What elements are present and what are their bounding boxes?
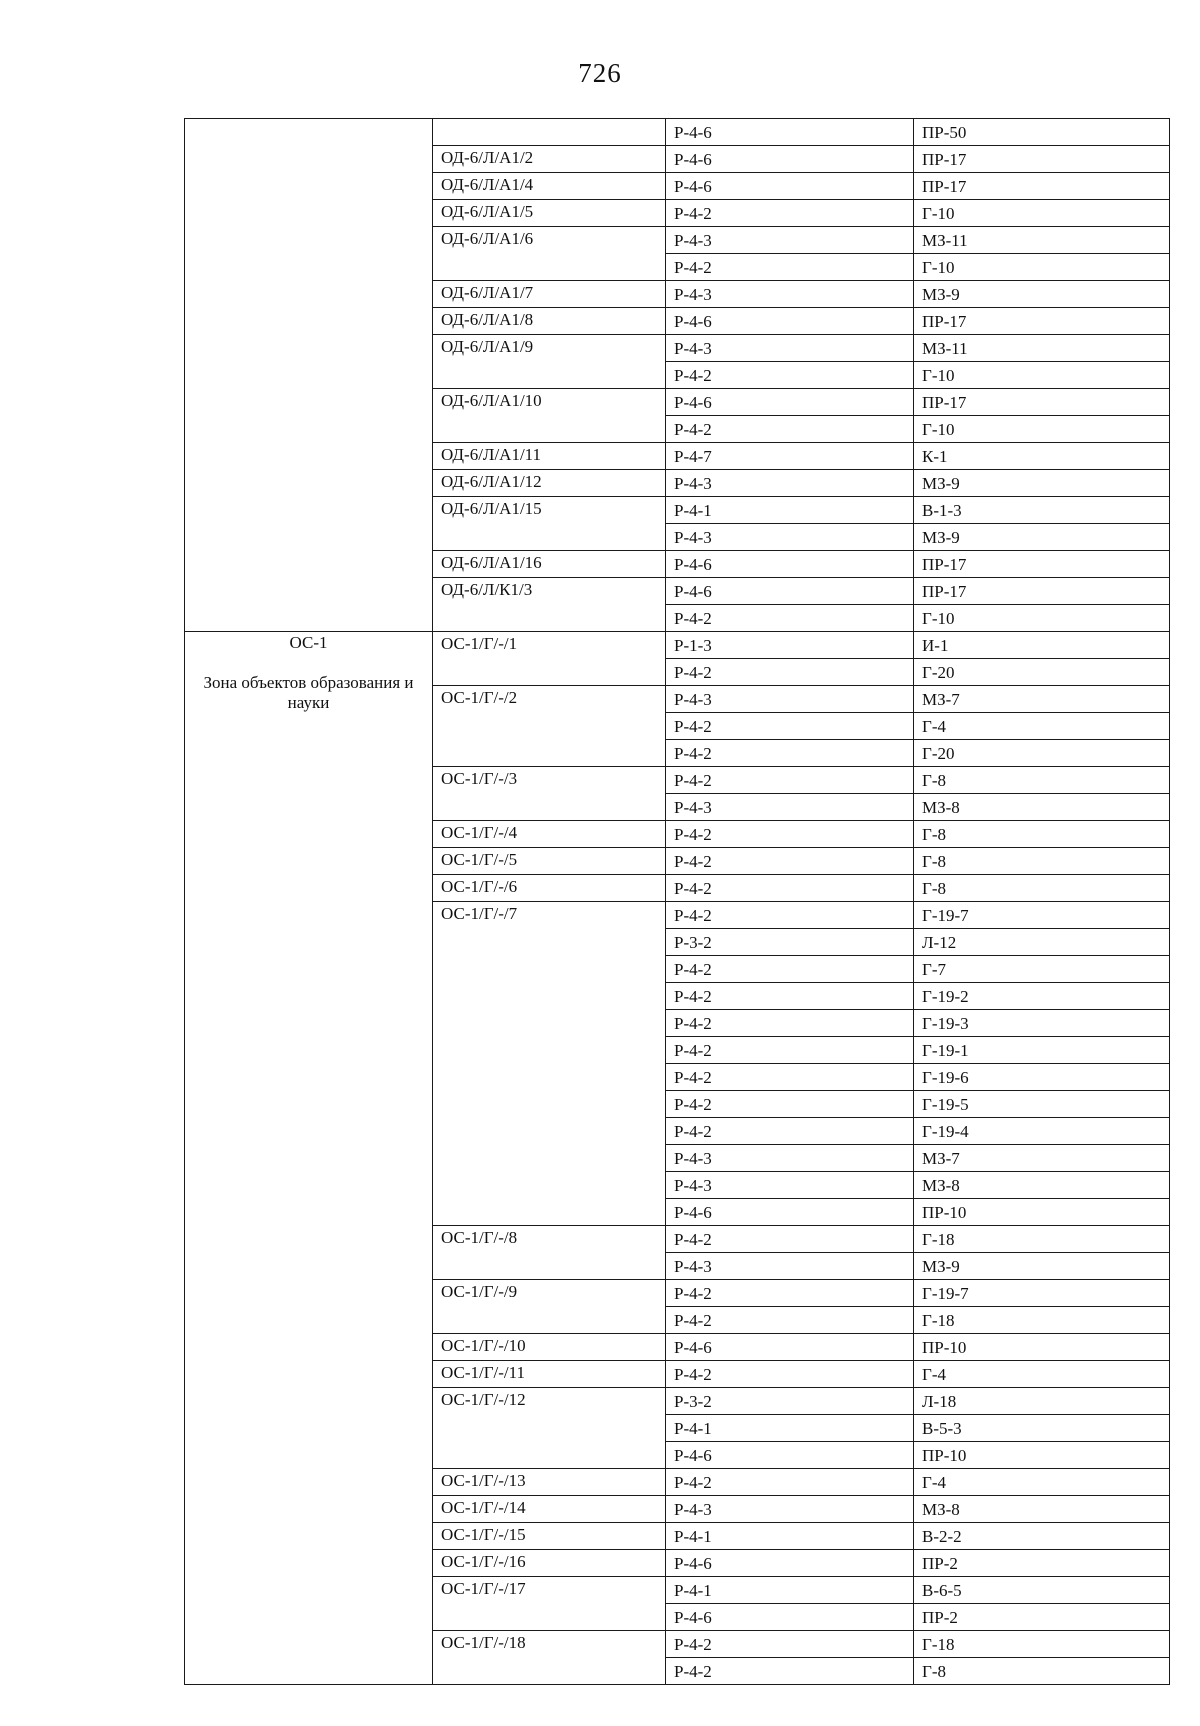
category-code: В-6-5 [914, 1577, 1170, 1604]
category-code: МЗ-9 [914, 1253, 1170, 1280]
subzone-code: ОС-1/Г/-/6 [433, 875, 666, 902]
subzone-code: ОД-6/Л/А1/7 [433, 281, 666, 308]
category-code: ПР-17 [914, 308, 1170, 335]
subzone-code [433, 119, 666, 146]
subzone-code: ОД-6/Л/А1/10 [433, 389, 666, 443]
regulation-code: Р-4-2 [666, 821, 914, 848]
category-code: ПР-2 [914, 1604, 1170, 1631]
regulation-code: Р-4-3 [666, 1172, 914, 1199]
category-code: Г-19-1 [914, 1037, 1170, 1064]
subzone-code: ОД-6/Л/А1/5 [433, 200, 666, 227]
regulation-code: Р-4-2 [666, 956, 914, 983]
regulation-code: Р-4-1 [666, 497, 914, 524]
category-code: МЗ-9 [914, 470, 1170, 497]
regulation-code: Р-4-6 [666, 173, 914, 200]
regulation-code: Р-4-6 [666, 1334, 914, 1361]
category-code: Г-7 [914, 956, 1170, 983]
regulation-code: Р-4-2 [666, 254, 914, 281]
subzone-code: ОС-1/Г/-/7 [433, 902, 666, 1226]
regulation-code: Р-4-6 [666, 1199, 914, 1226]
table-row [185, 119, 1170, 146]
regulation-code: Р-4-2 [666, 1037, 914, 1064]
regulation-code: Р-4-3 [666, 470, 914, 497]
regulation-code: Р-4-2 [666, 362, 914, 389]
subzone-code: ОС-1/Г/-/8 [433, 1226, 666, 1280]
subzone-code: ОС-1/Г/-/9 [433, 1280, 666, 1334]
subzone-code: ОД-6/Л/А1/2 [433, 146, 666, 173]
subzone-code: ОС-1/Г/-/17 [433, 1577, 666, 1631]
category-code: МЗ-8 [914, 1172, 1170, 1199]
category-code: Г-8 [914, 848, 1170, 875]
regulation-code: Р-4-3 [666, 281, 914, 308]
subzone-code: ОД-6/Л/А1/4 [433, 173, 666, 200]
regulation-code: Р-4-2 [666, 1631, 914, 1658]
category-code: В-2-2 [914, 1523, 1170, 1550]
subzone-code: ОС-1/Г/-/14 [433, 1496, 666, 1523]
regulation-code: Р-4-1 [666, 1523, 914, 1550]
subzone-code: ОД-6/Л/А1/16 [433, 551, 666, 578]
page-number: 726 [578, 58, 622, 88]
regulation-code: Р-4-6 [666, 578, 914, 605]
subzone-code: ОС-1/Г/-/16 [433, 1550, 666, 1577]
regulation-code: Р-3-2 [666, 929, 914, 956]
subzone-code: ОС-1/Г/-/12 [433, 1388, 666, 1469]
category-code: ПР-50 [914, 119, 1170, 146]
category-code: Г-8 [914, 767, 1170, 794]
category-code: Г-8 [914, 1658, 1170, 1685]
zone-cell [185, 632, 433, 1685]
regulation-code: Р-4-3 [666, 1253, 914, 1280]
category-code: Г-10 [914, 200, 1170, 227]
regulation-code: Р-4-2 [666, 1064, 914, 1091]
zoning-table-body [185, 119, 1170, 1685]
subzone-code: ОД-6/Л/А1/6 [433, 227, 666, 281]
category-code: Г-19-7 [914, 902, 1170, 929]
category-code: В-1-3 [914, 497, 1170, 524]
regulation-code: Р-4-1 [666, 1577, 914, 1604]
category-code: ПР-17 [914, 551, 1170, 578]
regulation-code: Р-4-2 [666, 767, 914, 794]
subzone-code: ОД-6/Л/А1/15 [433, 497, 666, 551]
category-code: Г-4 [914, 713, 1170, 740]
subzone-code: ОС-1/Г/-/18 [433, 1631, 666, 1685]
category-code: ПР-10 [914, 1199, 1170, 1226]
regulation-code: Р-4-2 [666, 416, 914, 443]
zoning-table-container [184, 118, 1169, 1685]
category-code: ПР-17 [914, 173, 1170, 200]
regulation-code: Р-4-2 [666, 1091, 914, 1118]
regulation-code: Р-4-2 [666, 740, 914, 767]
regulation-code: Р-4-2 [666, 1118, 914, 1145]
category-code: Г-10 [914, 254, 1170, 281]
category-code: ПР-10 [914, 1442, 1170, 1469]
zoning-table [184, 118, 1170, 1685]
category-code: Г-19-4 [914, 1118, 1170, 1145]
regulation-code: Р-4-2 [666, 1280, 914, 1307]
category-code: МЗ-8 [914, 794, 1170, 821]
zone-cell [185, 119, 433, 632]
subzone-code: ОД-6/Л/А1/11 [433, 443, 666, 470]
category-code: МЗ-7 [914, 1145, 1170, 1172]
category-code: Г-18 [914, 1631, 1170, 1658]
regulation-code: Р-4-3 [666, 335, 914, 362]
category-code: ПР-10 [914, 1334, 1170, 1361]
subzone-code: ОС-1/Г/-/11 [433, 1361, 666, 1388]
regulation-code: Р-4-6 [666, 389, 914, 416]
category-code: Г-19-6 [914, 1064, 1170, 1091]
subzone-code: ОД-6/Л/А1/12 [433, 470, 666, 497]
category-code: ПР-17 [914, 389, 1170, 416]
regulation-code: Р-4-2 [666, 983, 914, 1010]
subzone-code: ОС-1/Г/-/15 [433, 1523, 666, 1550]
regulation-code: Р-3-2 [666, 1388, 914, 1415]
regulation-code: Р-4-3 [666, 227, 914, 254]
category-code: Л-12 [914, 929, 1170, 956]
category-code: ПР-17 [914, 146, 1170, 173]
subzone-code: ОД-6/Л/К1/3 [433, 578, 666, 632]
category-code: МЗ-8 [914, 1496, 1170, 1523]
regulation-code: Р-4-6 [666, 146, 914, 173]
regulation-code: Р-4-3 [666, 1145, 914, 1172]
subzone-code: ОС-1/Г/-/3 [433, 767, 666, 821]
regulation-code: Р-4-2 [666, 1307, 914, 1334]
category-code: ПР-17 [914, 578, 1170, 605]
category-code: Г-18 [914, 1226, 1170, 1253]
category-code: МЗ-11 [914, 335, 1170, 362]
regulation-code: Р-4-2 [666, 902, 914, 929]
regulation-code: Р-4-2 [666, 875, 914, 902]
regulation-code: Р-4-6 [666, 1604, 914, 1631]
subzone-code: ОС-1/Г/-/2 [433, 686, 666, 767]
regulation-code: Р-4-3 [666, 794, 914, 821]
category-code: Г-4 [914, 1361, 1170, 1388]
category-code: Г-8 [914, 821, 1170, 848]
category-code: Г-19-5 [914, 1091, 1170, 1118]
category-code: Г-19-2 [914, 983, 1170, 1010]
category-code: Г-20 [914, 659, 1170, 686]
regulation-code: Р-4-6 [666, 1550, 914, 1577]
regulation-code: Р-4-2 [666, 659, 914, 686]
regulation-code: Р-4-2 [666, 1469, 914, 1496]
regulation-code: Р-4-2 [666, 1010, 914, 1037]
subzone-code: ОС-1/Г/-/4 [433, 821, 666, 848]
regulation-code: Р-4-3 [666, 1496, 914, 1523]
category-code: Г-4 [914, 1469, 1170, 1496]
category-code: Г-10 [914, 416, 1170, 443]
regulation-code: Р-4-3 [666, 686, 914, 713]
subzone-code: ОД-6/Л/А1/8 [433, 308, 666, 335]
regulation-code: Р-4-7 [666, 443, 914, 470]
regulation-code: Р-4-2 [666, 848, 914, 875]
category-code: МЗ-7 [914, 686, 1170, 713]
regulation-code: Р-4-3 [666, 524, 914, 551]
category-code: И-1 [914, 632, 1170, 659]
zone-code: ОС-1 [289, 633, 328, 652]
regulation-code: Р-4-6 [666, 119, 914, 146]
subzone-code: ОД-6/Л/А1/9 [433, 335, 666, 389]
regulation-code: Р-4-2 [666, 1658, 914, 1685]
category-code: Г-10 [914, 362, 1170, 389]
regulation-code: Р-1-3 [666, 632, 914, 659]
category-code: Г-8 [914, 875, 1170, 902]
category-code: МЗ-9 [914, 524, 1170, 551]
regulation-code: Р-4-2 [666, 200, 914, 227]
regulation-code: Р-4-2 [666, 713, 914, 740]
category-code: В-5-3 [914, 1415, 1170, 1442]
category-code: Г-19-3 [914, 1010, 1170, 1037]
category-code: Г-18 [914, 1307, 1170, 1334]
category-code: Г-19-7 [914, 1280, 1170, 1307]
regulation-code: Р-4-2 [666, 1361, 914, 1388]
zone-name: Зона объектов образования и науки [203, 673, 414, 712]
category-code: Л-18 [914, 1388, 1170, 1415]
category-code: Г-20 [914, 740, 1170, 767]
subzone-code: ОС-1/Г/-/1 [433, 632, 666, 686]
regulation-code: Р-4-6 [666, 551, 914, 578]
category-code: МЗ-9 [914, 281, 1170, 308]
regulation-code: Р-4-2 [666, 1226, 914, 1253]
table-row [185, 632, 1170, 659]
category-code: МЗ-11 [914, 227, 1170, 254]
regulation-code: Р-4-1 [666, 1415, 914, 1442]
subzone-code: ОС-1/Г/-/13 [433, 1469, 666, 1496]
category-code: Г-10 [914, 605, 1170, 632]
regulation-code: Р-4-6 [666, 1442, 914, 1469]
subzone-code: ОС-1/Г/-/10 [433, 1334, 666, 1361]
regulation-code: Р-4-6 [666, 308, 914, 335]
regulation-code: Р-4-2 [666, 605, 914, 632]
category-code: К-1 [914, 443, 1170, 470]
subzone-code: ОС-1/Г/-/5 [433, 848, 666, 875]
category-code: ПР-2 [914, 1550, 1170, 1577]
